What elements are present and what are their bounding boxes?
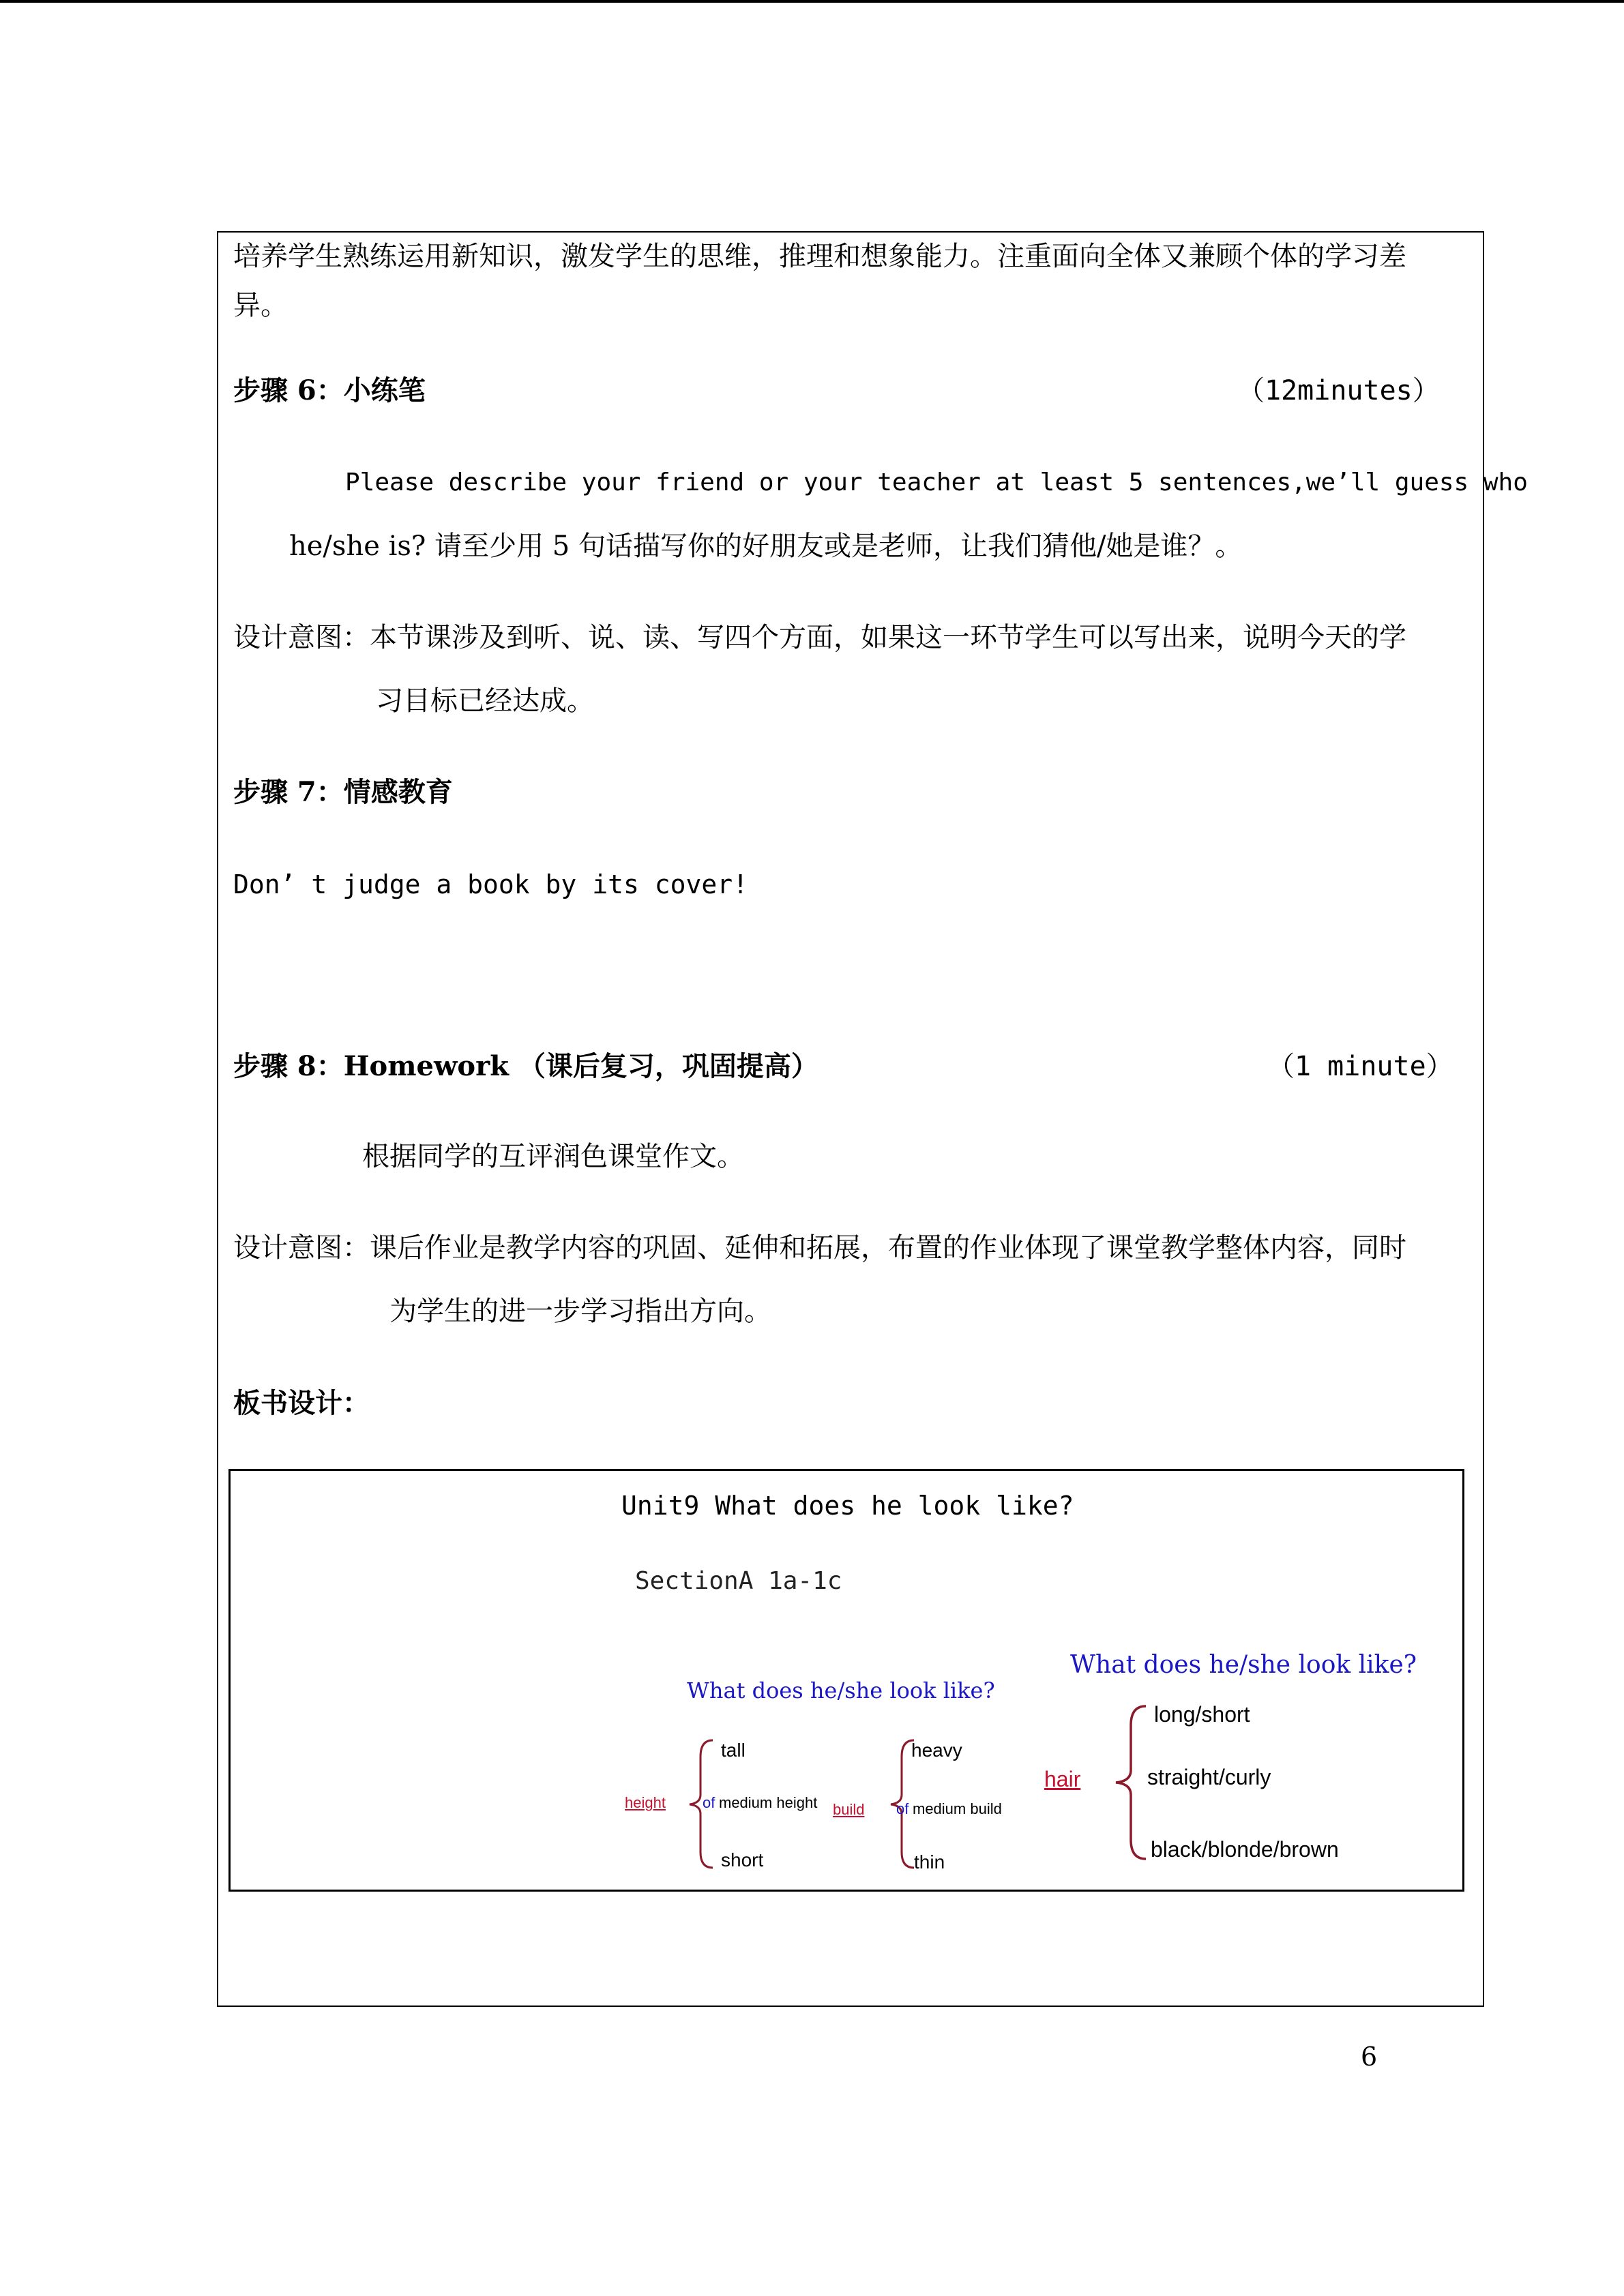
- intro-line-2: 异。: [233, 290, 288, 321]
- height-item-tall: tall: [721, 1740, 745, 1761]
- step6-paragraph-2: he/she is? 请至少用 5 句话描写你的好朋友或是老师，让我们猜他/她是谁？。: [289, 531, 1243, 562]
- board-question-small: What does he/she look like?: [687, 1678, 995, 1703]
- height-label: height: [625, 1794, 666, 1811]
- hair-item-color: black/blonde/brown: [1151, 1837, 1339, 1862]
- step8-design-1: 设计意图：课后作业是教学内容的巩固、延伸和拓展，布置的作业体现了课堂教学整体内容，同时: [233, 1232, 1406, 1264]
- step7-heading: 步骤 7：情感教育: [233, 776, 453, 808]
- hair-label: hair: [1044, 1767, 1081, 1791]
- step6-time: （12minutes）: [1237, 375, 1440, 406]
- page-number: 6: [1361, 2042, 1378, 2072]
- board-section: SectionA 1a-1c: [635, 1567, 842, 1595]
- intro-line-1: 培养学生熟练运用新知识，激发学生的思维，推理和想象能力。注重面向全体又兼顾个体的学习差: [233, 241, 1406, 272]
- step6-heading: 步骤 6：小练笔: [233, 374, 426, 406]
- build-item-medium: medium build: [913, 1800, 1002, 1817]
- step8-task: 根据同学的互评润色课堂作文。: [362, 1141, 744, 1172]
- build-item-heavy: heavy: [911, 1740, 962, 1761]
- step6-design-1: 设计意图：本节课涉及到听、说、读、写四个方面，如果这一环节学生可以写出来，说明今天的学: [233, 622, 1406, 653]
- build-item-thin: thin: [914, 1851, 945, 1873]
- height-item-short: short: [721, 1849, 764, 1870]
- hair-item-style: straight/curly: [1147, 1765, 1271, 1789]
- step8-time: （1 minute）: [1267, 1051, 1453, 1082]
- hair-brace-icon: [1110, 1703, 1149, 1862]
- step7-quote: Don’ t judge a book by its cover!: [233, 869, 748, 899]
- step8-heading: 步骤 8：Homework （课后复习，巩固提高）: [233, 1050, 818, 1082]
- build-label: build: [833, 1801, 865, 1818]
- step6-paragraph-1: Please describe your friend or your teacher at least 5 sentences,we’ll guess who: [345, 468, 1528, 496]
- hair-item-length: long/short: [1154, 1702, 1250, 1727]
- board-title: Unit9 What does he look like?: [621, 1491, 1074, 1521]
- height-item-medium: medium height: [719, 1794, 818, 1811]
- board-heading: 板书设计：: [233, 1387, 370, 1419]
- top-rule: [0, 0, 1624, 3]
- board-question-large: What does he/she look like?: [1070, 1651, 1417, 1679]
- step8-design-2: 为学生的进一步学习指出方向。: [389, 1296, 771, 1327]
- build-of-prefix: of: [896, 1800, 909, 1817]
- step6-design-2: 习目标已经达成。: [376, 685, 594, 717]
- height-of-prefix: of: [703, 1794, 715, 1811]
